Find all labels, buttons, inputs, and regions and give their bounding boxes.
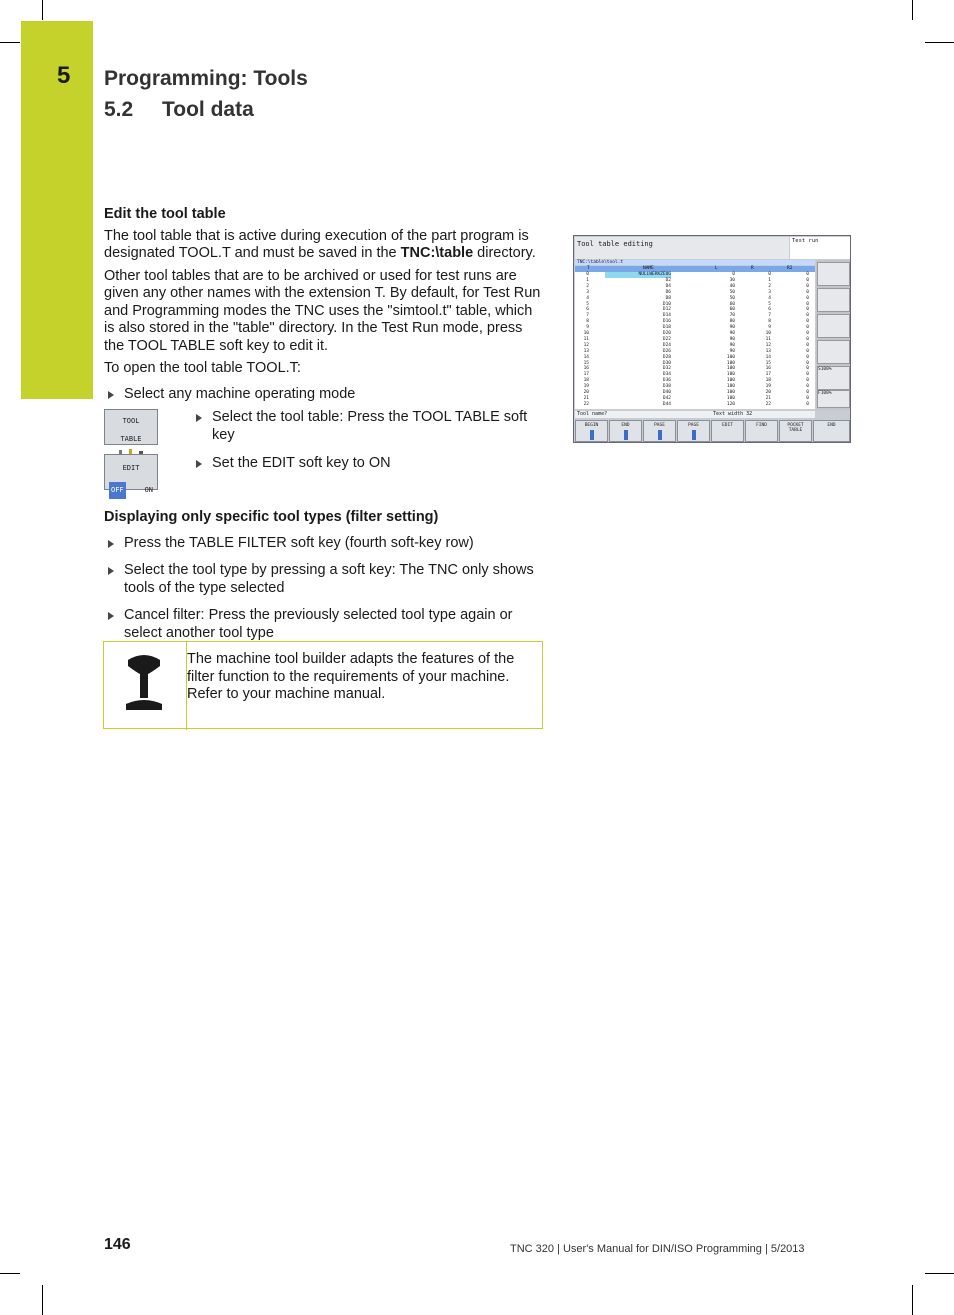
tool-table-cell: 18: [765, 378, 771, 384]
filter-step: [104, 562, 544, 597]
col-name: NAME: [643, 266, 654, 271]
tool-table-cell: 6: [586, 307, 589, 313]
tool-table-cell: 0: [806, 336, 809, 342]
crop-mark: [925, 42, 954, 43]
pocket-table-softkey[interactable]: [779, 420, 812, 442]
tool-table-cell: 13: [765, 348, 771, 354]
tool-table-cell: 100: [726, 395, 735, 401]
tool-table-cell: D16: [662, 319, 671, 325]
tool-table-cell: D14: [662, 313, 671, 319]
tool-table-cell: 11: [765, 336, 771, 342]
tool-table-cell: D4: [665, 283, 671, 289]
page-up-softkey[interactable]: [643, 420, 676, 442]
step-select-mode: [104, 386, 544, 404]
bullet-arrow-icon: [108, 540, 114, 548]
tool-table-cell: 22: [765, 401, 771, 407]
heading-edit-tool-table: Edit the tool table: [104, 206, 226, 222]
step-text: Select the tool table: Press the TOOL TABLE soft key: [212, 409, 528, 443]
tool-table-cell: 0: [806, 395, 809, 401]
tool-table-cell: 9: [586, 325, 589, 331]
tool-table-cell: 3: [586, 289, 589, 295]
tool-table-cell: 0: [732, 272, 735, 277]
tool-table-cell: 7: [768, 313, 771, 319]
col-l: L: [715, 266, 718, 271]
bullet-arrow-icon: [196, 460, 202, 468]
screen-softkey-row: [575, 420, 851, 442]
end-exit-softkey[interactable]: [813, 420, 850, 442]
arrow-down-icon: [692, 430, 696, 440]
tool-table-cell: 12: [583, 342, 589, 348]
arrow-up-icon: [658, 430, 662, 440]
tool-table-cell: 90: [729, 348, 735, 354]
status-right: Text width 32: [713, 411, 753, 417]
tool-table-cell: 0: [806, 277, 809, 283]
tool-table-cell: NULLWERKZEUG: [605, 272, 671, 278]
tool-table-cell: 15: [765, 360, 771, 366]
tool-table-cell: 3: [768, 289, 771, 295]
paragraph-tool-table: [104, 228, 544, 263]
side-softkey[interactable]: [817, 314, 850, 338]
crop-mark: [0, 1273, 20, 1274]
tool-table-cell: 16: [765, 366, 771, 372]
tool-table-cell: 17: [583, 372, 589, 378]
tool-table-cell: 0: [806, 325, 809, 331]
tool-table-cell: 0: [806, 331, 809, 336]
step-text: Select any machine operating mode: [124, 385, 356, 402]
bullet-arrow-icon: [108, 391, 114, 399]
tool-table-cell: 7: [586, 313, 589, 319]
tool-table-cell: 0: [806, 378, 809, 384]
tool-table-cell: D30: [662, 360, 671, 366]
tool-table-cell: 0: [806, 295, 809, 301]
tool-table-cell: 90: [729, 336, 735, 342]
tnc-screen: [573, 235, 851, 443]
screen-status-bar: [575, 411, 815, 418]
crop-mark: [42, 1285, 43, 1315]
tool-table-cell: 0: [806, 360, 809, 366]
step-text: Set the EDIT soft key to ON: [212, 455, 391, 471]
side-softkey[interactable]: [817, 262, 850, 286]
tool-table-cell: 4: [768, 295, 771, 301]
tool-table-cell: D36: [662, 378, 671, 384]
tool-table-cell: 100: [726, 384, 735, 390]
screen-side-panel: [816, 260, 850, 410]
tool-table-cell: 60: [729, 301, 735, 307]
paragraph-other-tables: Other tool tables that are to be archived or used for test runs are given any other names with the extension T. By default, for Test Run and Programming modes the TNC uses the "simtool.t" table, which is also stored in the "table" directory. In the Test Run mode, press the TOOL TABLE soft key to edit it.: [104, 267, 541, 354]
tool-table-cell: D28: [662, 354, 671, 360]
tool-table-cell: D6: [665, 289, 671, 295]
spindle-override-label: S100%: [818, 367, 832, 372]
tool-table-cell: 0: [806, 301, 809, 307]
edit-softkey[interactable]: [104, 454, 158, 494]
tool-table-row[interactable]: [575, 402, 815, 408]
tool-table-cell: 40: [729, 283, 735, 289]
arrow-down-icon: [624, 430, 628, 440]
chapter-number: 5: [57, 62, 71, 89]
tool-table-cell: 13: [583, 348, 589, 354]
softkey-label: PAGE: [654, 423, 665, 428]
tool-table-cell: D12: [662, 307, 671, 313]
crop-mark: [42, 0, 43, 20]
tool-table-cell: D32: [662, 366, 671, 372]
tool-table-cell: 0: [806, 319, 809, 325]
col-t: T: [587, 266, 590, 271]
softkey-label: TABLE: [120, 434, 142, 443]
section-title: [104, 98, 254, 122]
spindle-override-key[interactable]: [817, 366, 850, 390]
tool-table-cell: 18: [583, 378, 589, 384]
tool-table-cell: 90: [729, 331, 735, 336]
col-r: R: [751, 266, 754, 271]
tool-table-cell: D34: [662, 372, 671, 378]
edit-off-label: OFF: [109, 482, 126, 500]
bullet-arrow-icon: [108, 612, 114, 620]
tool-table-cell: 50: [729, 289, 735, 295]
tool-table-cell: 70: [729, 313, 735, 319]
filter-step: [104, 607, 544, 642]
softkey-label: FIND: [756, 423, 767, 428]
tool-table-cell: D40: [662, 390, 671, 395]
step-text: Press the TABLE FILTER soft key (fourth soft-key row): [124, 534, 474, 551]
tool-table-cell: 1: [586, 277, 589, 283]
tool-table-cell: 0: [806, 342, 809, 348]
status-left: Tool name?: [577, 411, 608, 417]
softkey-label: EDIT: [122, 464, 140, 472]
softkey-label: POCKET TABLE: [787, 423, 804, 433]
tool-table-cell: 20: [765, 390, 771, 395]
step-text: Cancel filter: Press the previously selected tool type again or select another tool type: [124, 607, 513, 641]
tool-table-cell: D44: [662, 401, 671, 407]
edit-toggle: [105, 482, 157, 500]
tool-table-cell: 0: [806, 307, 809, 313]
tool-table-cell: 0: [806, 283, 809, 289]
side-softkey[interactable]: [817, 340, 850, 364]
tool-table-cell: 22: [583, 401, 589, 407]
tool-table-cell: 60: [729, 307, 735, 313]
tool-table-cell: 0: [806, 384, 809, 390]
step-text: Select the tool type by pressing a soft key: The TNC only shows tools of the type selected: [124, 562, 534, 596]
softkey-row-tool-table: [104, 409, 544, 449]
heading-filter: Displaying only specific tool types (filter setting): [104, 509, 439, 525]
bullet-arrow-icon: [196, 414, 202, 422]
main-content: [104, 206, 544, 652]
softkey-label: BEGIN: [584, 423, 599, 428]
tool-table-cell: 14: [765, 354, 771, 360]
tool-table-cell: D20: [662, 331, 671, 336]
tool-table-cell: 0: [586, 272, 589, 277]
tool-table-cell: 17: [765, 372, 771, 378]
tool-table-cell: 100: [726, 378, 735, 384]
tool-table-cell: 10: [583, 331, 589, 336]
tool-table-cell: 12: [765, 342, 771, 348]
tool-table-cell: 100: [726, 354, 735, 360]
tool-table-cell: 14: [583, 354, 589, 360]
screen-file-path: TNC:\table\tool.t: [575, 260, 815, 265]
softkey-label: EDIT: [722, 423, 733, 428]
tool-table-cell: 21: [765, 395, 771, 401]
crop-mark: [925, 1273, 954, 1274]
tool-table-softkey[interactable]: [104, 409, 158, 445]
tool-table-cell: 80: [729, 319, 735, 325]
tool-table-cell: 100: [726, 366, 735, 372]
begin-softkey[interactable]: [575, 420, 608, 442]
tool-table-cell: D38: [662, 384, 671, 390]
tool-table-cell: D22: [662, 336, 671, 342]
softkey-label: END: [827, 423, 836, 428]
tool-table-cell: 19: [765, 384, 771, 390]
tool-table-cell: 50: [729, 295, 735, 301]
paragraph-open-tool-table: To open the tool table TOOL.T:: [104, 360, 301, 376]
tool-table-cell: 5: [768, 301, 771, 307]
arrow-up-icon: [590, 430, 594, 440]
tool-table-cell: 11: [583, 336, 589, 342]
feed-override-key[interactable]: [817, 390, 850, 408]
tool-table-cell: 2: [586, 283, 589, 289]
tool-table-cell: 90: [729, 325, 735, 331]
crop-mark: [0, 42, 20, 43]
tool-table-cell: 4: [586, 295, 589, 301]
tool-table-cell: 5: [586, 301, 589, 307]
tool-table-cell: 15: [583, 360, 589, 366]
edit-on-label: ON: [144, 485, 153, 494]
bullet-arrow-icon: [108, 567, 114, 575]
tool-table-cell: 90: [729, 342, 735, 348]
footer-text: TNC 320 | User's Manual for DIN/ISO Programming | 5/2013: [510, 1243, 805, 1255]
softkey-label: END: [621, 423, 630, 428]
tool-table-cell: 100: [726, 372, 735, 378]
machine-manual-icon: [124, 652, 164, 712]
tool-table-cell: 8: [586, 319, 589, 325]
page-down-softkey[interactable]: [677, 420, 710, 442]
screen-title: Tool table editing: [575, 237, 789, 259]
feed-override-label: F100%: [818, 391, 832, 396]
tool-table-cell: 0: [806, 390, 809, 395]
paragraph-text: The tool table that is active during execution of the part program is designated TOOL.T and must be saved in the: [104, 227, 529, 261]
tool-table[interactable]: [575, 272, 815, 409]
tool-table-cell: 100: [726, 360, 735, 366]
tool-table-cell: 19: [583, 384, 589, 390]
page-number: 146: [104, 1236, 131, 1253]
tool-table-cell: 0: [806, 354, 809, 360]
softkey-row-edit: [104, 455, 544, 495]
tool-table-cell: 9: [768, 325, 771, 331]
tool-table-cell: 16: [583, 366, 589, 372]
tool-table-cell: 0: [768, 272, 771, 277]
tool-table-cell: D42: [662, 395, 671, 401]
tool-table-cell: 0: [806, 401, 809, 407]
tool-table-cell: 120: [726, 401, 735, 407]
tool-table-cell: 0: [806, 289, 809, 295]
step-select-tool-table: [192, 409, 542, 444]
section-name: Tool data: [162, 98, 254, 121]
crop-mark: [912, 1285, 913, 1315]
tool-table-cell: 100: [726, 390, 735, 395]
col-r2: R2: [787, 266, 793, 271]
tool-table-cell: 0: [806, 366, 809, 372]
crop-mark: [912, 0, 913, 20]
paragraph-bold-path: TNC:\table: [400, 245, 474, 261]
filter-step: [104, 535, 544, 553]
tool-table-cell: D26: [662, 348, 671, 354]
tool-table-cell: 1: [768, 277, 771, 283]
note-text: The machine tool builder adapts the features of the filter function to the requirements of your machine. Refer to your machine manual.: [187, 651, 515, 702]
tool-table-cell: 0: [806, 272, 809, 277]
tool-table-cell: 6: [768, 307, 771, 313]
tool-table-cell: 0: [806, 348, 809, 354]
chapter-title: Programming: Tools: [104, 67, 308, 90]
softkey-label: PAGE: [688, 423, 699, 428]
tool-table-cell: 21: [583, 395, 589, 401]
tool-table-cell: D18: [662, 325, 671, 331]
tool-table-cell: 0: [806, 372, 809, 378]
tool-table-cell: D24: [662, 342, 671, 348]
tool-table-cell: 8: [768, 319, 771, 325]
tool-table-cell: D10: [662, 301, 671, 307]
edit-softkey-screen[interactable]: [711, 420, 744, 442]
tool-table-cell: 20: [583, 390, 589, 395]
machine-note: [103, 641, 543, 729]
section-number: 5.2: [104, 98, 134, 121]
screen-mode: Test run: [790, 237, 850, 259]
tool-table-cell: D8: [665, 295, 671, 301]
end-softkey[interactable]: [609, 420, 642, 442]
side-softkey[interactable]: [817, 288, 850, 312]
step-set-edit-on: [192, 455, 542, 473]
paragraph-text: directory.: [473, 245, 536, 261]
tool-table-cell: D2: [665, 277, 671, 283]
tool-table-cell: 2: [768, 283, 771, 289]
find-softkey[interactable]: [745, 420, 778, 442]
tool-table-cell: 10: [765, 331, 771, 336]
softkey-label: TOOL: [122, 417, 140, 425]
tool-table-cell: 0: [806, 313, 809, 319]
tool-table-cell: 30: [729, 277, 735, 283]
